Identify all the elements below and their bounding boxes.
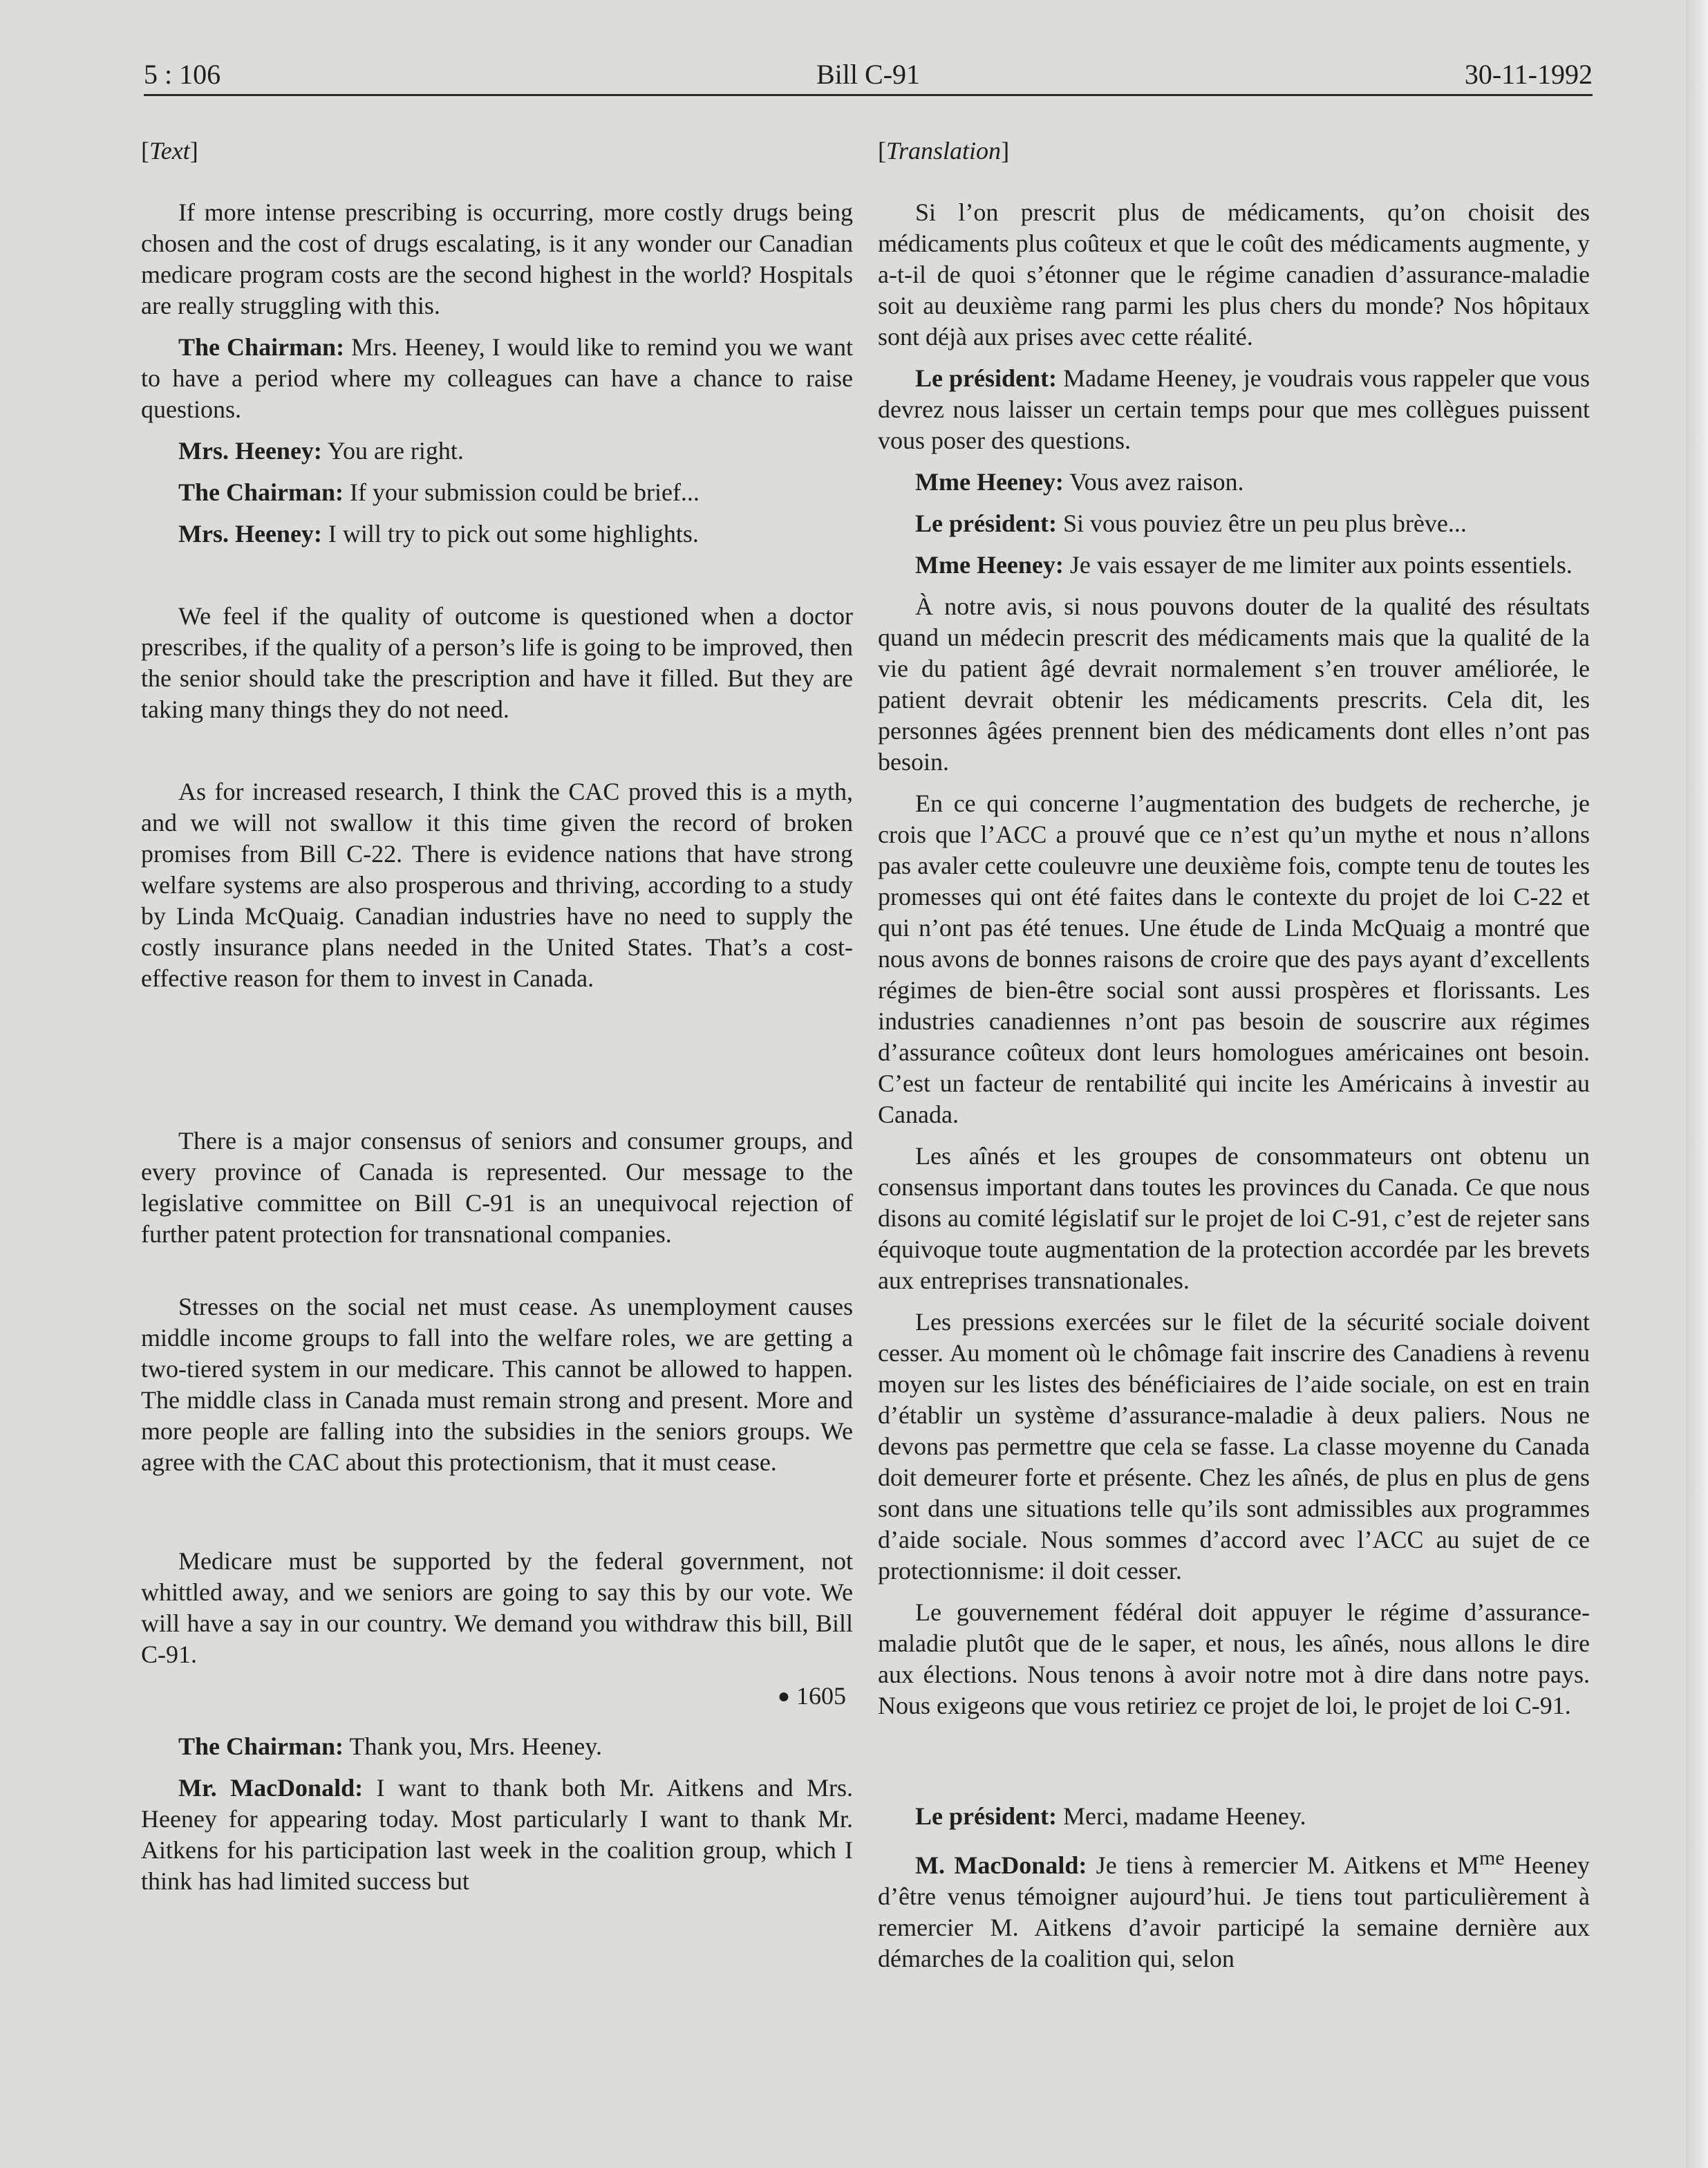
speaker-name: The Chairman: (178, 1732, 344, 1760)
speaker-name: Le président: (915, 510, 1057, 537)
french-column (878, 136, 1590, 1985)
speaker-name: The Chairman: (178, 478, 344, 506)
speech-paragraph: The Chairman: If your submission could be brief... (178, 478, 700, 506)
speaker-name: The Chairman: (178, 333, 345, 361)
english-column (141, 136, 853, 1907)
time-marker: ● 1605 (777, 1682, 846, 1710)
paragraph: There is a major consensus of seniors and consumer groups, and every province of Canada is represented. Our message to the legislative committee on Bill C-91 is an unequivocal rejection of further patent protection for transnational companies. (141, 1127, 853, 1248)
speech-paragraph: Le président: Merci, madame Heeney. (915, 1802, 1306, 1830)
paragraph: We feel if the quality of outcome is questioned when a doctor prescribes, if the quality of a person’s life is going to be improved, then the senior should take the prescription and have it filled. But they are taking many things they do not need. (141, 602, 853, 723)
bullet-icon: ● (777, 1685, 790, 1708)
language-label: [Text] (141, 137, 198, 165)
page-number: 5 : 106 (144, 59, 221, 90)
paragraph: Le gouvernement fédéral doit appuyer le régime d’assurance-maladie plutôt que de le saper, et nous, les aînés, nous allons le dire aux élections. Nous tenons à avoir notre mot à dire dans notre pays. Nous exigeons que vous retiriez ce projet de loi, le projet de loi C-91. (878, 1598, 1590, 1719)
speech-paragraph: The Chairman: Mrs. Heeney, I would like to remind you we want to have a period where my colleagues can have a chance to raise questions. (141, 333, 853, 423)
speech-paragraph: The Chairman: Thank you, Mrs. Heeney. (178, 1732, 602, 1760)
speech-paragraph: Mme Heeney: Je vais essayer de me limiter aux points essentiels. (915, 551, 1573, 579)
language-label: [Translation] (878, 137, 1010, 165)
header-title: Bill C-91 (816, 59, 921, 90)
paragraph: If more intense prescribing is occurring, more costly drugs being chosen and the cost of drugs escalating, is it any wonder our Canadian medicare program costs are the second highest in the world? Hospitals are really struggling with this. (141, 198, 853, 319)
speech-paragraph: Le président: Madame Heeney, je voudrais vous rappeler que vous devrez nous laisser un certain temps pour que mes collègues puissent vous poser des questions. (878, 364, 1590, 454)
speaker-name: M. MacDonald: (915, 1851, 1087, 1879)
paragraph: Les aînés et les groupes de consommateurs ont obtenu un consensus important dans toutes les provinces du Canada. Ce que nous disons au comité législatif sur le projet de loi C-91, c’est de rejeter sans équivoque toute augmentation de la protection accordée par les brevets aux entreprises transnationales. (878, 1142, 1590, 1294)
running-header (144, 55, 1593, 96)
paragraph: Stresses on the social net must cease. As unemployment causes middle income groups to fall into the welfare roles, we are getting a two-tiered system in our medicare. This cannot be allowed to happen. The middle class in Canada must remain strong and present. More and more people are falling into the subsidies in the seniors groups. We agree with the CAC about this protectionism, that it must cease. (141, 1293, 853, 1476)
speaker-name: Mme Heeney: (915, 551, 1064, 579)
speech-paragraph: M. MacDonald: Je tiens à remercier M. Aitkens et $M^{me}$ Heeney d’être venus témoigner aujourd’hui. Je tiens tout particulièrement à remercier M. Aitkens d’avoir participé la semaine dernière aux démarches de la coalition qui, selon (878, 1847, 1590, 1972)
paragraph: En ce qui concerne l’augmentation des budgets de recherche, je crois que l’ACC a prouvé que ce n’est qu’un mythe et nous n’allons pas avaler cette couleuvre une deuxième fois, compte tenu de toutes les promesses qui ont été faites dans le contexte du projet de loi C-22 et qui n’ont pas été tenues. Une étude de Linda McQuaig a montré que nous avons de bonnes raisons de croire que des pays ayant d’excellents régimes de bien-être social sont aussi prospères et florissants. Les industries canadiennes n’ont pas besoin de souscrire aux régimes d’assurance coûteux dont leurs homologues américaines ont besoin. C’est un facteur de rentabilité qui incite les Américains à investir au Canada. (878, 789, 1590, 1128)
paragraph: Si l’on prescrit plus de médicaments, qu’on choisit des médicaments plus coûteux et que le coût des médicaments augmente, y a-t-il de quoi s’étonner que le régime canadien d’assurance-maladie soit au deuxième rang parmi les plus chers du monde? Nos hôpitaux sont déjà aux prises avec cette réalité. (878, 198, 1590, 351)
speaker-name: Le président: (915, 364, 1058, 392)
header-date: 30-11-1992 (1464, 59, 1593, 90)
page-edge-shadow (1686, 0, 1708, 2168)
speech-paragraph: Mme Heeney: Vous avez raison. (915, 468, 1244, 496)
speaker-name: Mr. MacDonald: (178, 1774, 364, 1802)
speech-paragraph: Le président: Si vous pouviez être un peu plus brève... (915, 510, 1467, 537)
speech-paragraph: Mrs. Heeney: I will try to pick out some highlights. (178, 520, 699, 548)
speaker-name: Mme Heeney: (915, 468, 1064, 496)
column-gap (878, 1732, 1590, 1801)
paragraph: As for increased research, I think the CAC proved this is a myth, and we will not swallow it this time given the record of broken promises from Bill C-22. There is evidence nations that have strong welfare systems are also prosperous and thriving, according to a study by Linda McQuaig. Canadian industries have no need to supply the costly insurance plans needed in the United States. That’s a cost-effective reason for them to invest in Canada. (141, 778, 853, 992)
paragraph: Medicare must be supported by the federal government, not whittled away, and we seniors are going to say this by our vote. We will have a say in our country. We demand you withdraw this bill, Bill C-91. (141, 1547, 853, 1668)
speaker-name: Mrs. Heeney: (178, 437, 322, 465)
paragraph: Les pressions exercées sur le filet de la sécurité sociale doivent cesser. Au moment où le chômage fait inscrire des Canadiens à revenu moyen sur les listes des bénéficiaires de l’aide sociale, on est en train d’établir un système d’assurance-maladie à deux paliers. Nous ne devons pas permettre que cela se fasse. La classe moyenne du Canada doit demeurer forte et présente. Chez les aînés, de plus en plus de gens sont dans une situations telle qu’ils sont admissibles aux programmes d’aide sociale. Nous sommes d’accord avec l’ACC au sujet de ce protectionnisme: il doit cesser. (878, 1308, 1590, 1585)
speaker-name: Mrs. Heeney: (178, 520, 322, 548)
speech-paragraph: Mrs. Heeney: You are right. (178, 437, 464, 465)
paragraph: À notre avis, si nous pouvons douter de la qualité des résultats quand un médecin prescrit des médicaments mais que la qualité de la vie du patient âgé devrait normalement s’en trouver améliorée, le patient devrait obtenir les médicaments prescrits. Cela dit, les personnes âgées prennent bien des médicaments dont elles n’ont pas besoin. (878, 592, 1590, 776)
speaker-name: Le président: (915, 1802, 1057, 1830)
speech-paragraph: Mr. MacDonald: I want to thank both Mr. Aitkens and Mrs. Heeney for appearing today. Most particularly I want to thank Mr. Aitkens for his participation last week in the coalition group, which I think has had limited success but (141, 1774, 854, 1895)
